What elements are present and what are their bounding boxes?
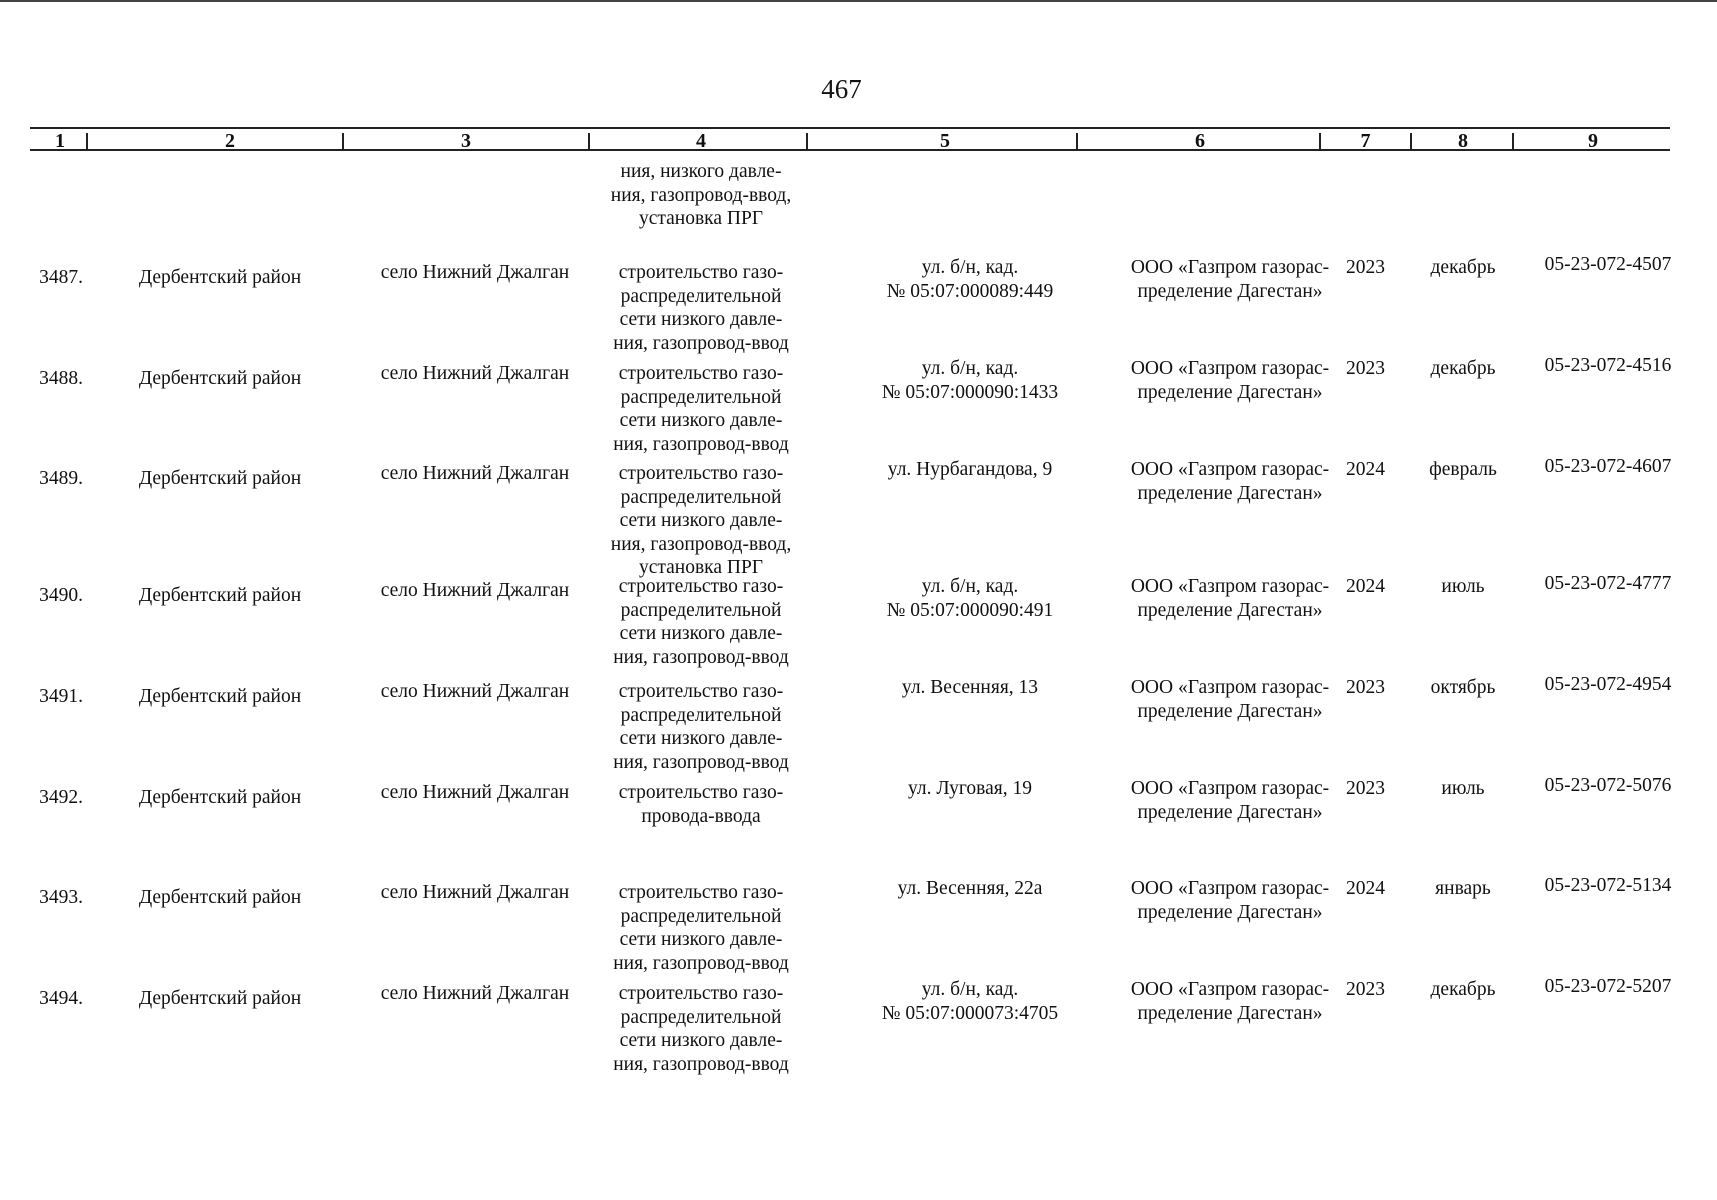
- header-separator: [1512, 133, 1514, 151]
- work-cell: строительство газо- распределительной сети низкого давле- ния, газопровод-ввод: [613, 262, 789, 354]
- address-cell: ул. Луговая, 19: [908, 778, 1032, 799]
- organization-cell: ООО «Газпром газорас- пределение Дагестан»: [1130, 878, 1330, 923]
- header-separator: [1076, 133, 1078, 151]
- row-number: 3488.: [39, 368, 83, 389]
- code-cell: 05-23-072-4777: [1544, 573, 1672, 594]
- address-cell: ул. б/н, кад. № 05:07:000073:4705: [881, 979, 1059, 1024]
- work-cell: строительство газо- распределительной сети низкого давле- ния, газопровод-ввод: [613, 983, 789, 1075]
- page-number: 467: [821, 74, 862, 104]
- year-cell: 2024: [1346, 459, 1385, 480]
- header-col-7: 7: [1360, 130, 1371, 152]
- work-cell: строительство газо- распределительной сети низкого давле- ния, газопровод-ввод, установка ПРГ: [610, 463, 792, 578]
- organization-cell: ООО «Газпром газорас- пределение Дагестан»: [1130, 257, 1330, 302]
- village-cell: село Нижний Джалган: [380, 681, 570, 702]
- village-cell: село Нижний Джалган: [380, 983, 570, 1004]
- row-number: 3489.: [39, 468, 83, 489]
- row-number: 3487.: [39, 267, 83, 288]
- village-cell: село Нижний Джалган: [380, 262, 570, 283]
- work-cell: строительство газо- распределительной сети низкого давле- ния, газопровод-ввод: [613, 681, 789, 773]
- row-number: 3491.: [39, 686, 83, 707]
- district-cell: Дербентский район: [138, 267, 302, 288]
- district-cell: Дербентский район: [138, 686, 302, 707]
- header-col-6: 6: [1195, 130, 1205, 152]
- address-cell: ул. б/н, кад. № 05:07:000090:1433: [881, 358, 1059, 403]
- district-cell: Дербентский район: [138, 787, 302, 808]
- organization-cell: ООО «Газпром газорас- пределение Дагестан»: [1130, 979, 1330, 1024]
- header-top-rule: [30, 127, 1670, 129]
- year-cell: 2023: [1346, 257, 1385, 278]
- district-cell: Дербентский район: [138, 887, 302, 908]
- code-cell: 05-23-072-5076: [1544, 775, 1672, 796]
- header-separator: [342, 133, 344, 151]
- year-cell: 2023: [1346, 358, 1385, 379]
- month-cell: февраль: [1429, 459, 1497, 480]
- village-cell: село Нижний Джалган: [380, 580, 570, 601]
- village-cell: село Нижний Джалган: [380, 882, 570, 903]
- address-cell: ул. б/н, кад. № 05:07:000089:449: [886, 257, 1054, 302]
- header-separator: [806, 133, 808, 151]
- organization-cell: ООО «Газпром газорас- пределение Дагестан»: [1130, 677, 1330, 722]
- organization-cell: ООО «Газпром газорас- пределение Дагестан»: [1130, 459, 1330, 504]
- header-col-1: 1: [55, 130, 65, 152]
- row-number: 3493.: [39, 887, 83, 908]
- row-number: 3494.: [39, 988, 83, 1009]
- header-col-9: 9: [1588, 130, 1598, 152]
- month-cell: декабрь: [1430, 358, 1496, 379]
- address-cell: ул. Весенняя, 13: [901, 677, 1039, 698]
- code-cell: 05-23-072-4516: [1544, 355, 1672, 376]
- district-cell: Дербентский район: [138, 368, 302, 389]
- year-cell: 2024: [1346, 576, 1385, 597]
- header-col-2: 2: [225, 130, 235, 152]
- month-cell: июль: [1441, 778, 1485, 799]
- row-number: 3490.: [39, 585, 83, 606]
- month-cell: январь: [1435, 878, 1491, 899]
- header-col-4: 4: [696, 130, 706, 152]
- address-cell: ул. Весенняя, 22а: [897, 878, 1043, 899]
- code-cell: 05-23-072-4607: [1544, 456, 1672, 477]
- month-cell: октябрь: [1430, 677, 1496, 698]
- header-separator: [1410, 133, 1412, 151]
- work-cell: строительство газо- распределительной сети низкого давле- ния, газопровод-ввод: [613, 363, 789, 455]
- district-cell: Дербентский район: [138, 468, 302, 489]
- organization-cell: ООО «Газпром газорас- пределение Дагестан»: [1130, 576, 1330, 621]
- header-separator: [588, 133, 590, 151]
- code-cell: 05-23-072-4954: [1544, 674, 1672, 695]
- code-cell: 05-23-072-5134: [1544, 875, 1672, 896]
- top-page-edge: [0, 0, 1717, 2]
- work-cell: строительство газо- распределительной сети низкого давле- ния, газопровод-ввод: [613, 576, 789, 668]
- header-col-8: 8: [1458, 130, 1468, 152]
- village-cell: село Нижний Джалган: [380, 363, 570, 384]
- month-cell: декабрь: [1430, 257, 1496, 278]
- month-cell: июль: [1441, 576, 1485, 597]
- year-cell: 2023: [1346, 778, 1385, 799]
- village-cell: село Нижний Джалган: [380, 782, 570, 803]
- organization-cell: ООО «Газпром газорас- пределение Дагестан»: [1130, 778, 1330, 823]
- year-cell: 2023: [1346, 979, 1385, 1000]
- code-cell: 05-23-072-4507: [1544, 254, 1672, 275]
- year-cell: 2024: [1346, 878, 1385, 899]
- district-cell: Дербентский район: [138, 988, 302, 1009]
- header-separator: [1319, 133, 1321, 151]
- year-cell: 2023: [1346, 677, 1385, 698]
- work-cell: строительство газо- провода-ввода: [618, 782, 784, 827]
- address-cell: ул. б/н, кад. № 05:07:000090:491: [886, 576, 1054, 621]
- district-cell: Дербентский район: [138, 585, 302, 606]
- header-separator: [86, 133, 88, 151]
- organization-cell: ООО «Газпром газорас- пределение Дагестан»: [1130, 358, 1330, 403]
- village-cell: село Нижний Джалган: [380, 463, 570, 484]
- continuation-work-text: ния, низкого давле- ния, газопровод-ввод, установка ПРГ: [610, 161, 792, 229]
- row-number: 3492.: [39, 787, 83, 808]
- header-col-3: 3: [461, 130, 471, 152]
- table-header: [30, 127, 1670, 163]
- code-cell: 05-23-072-5207: [1544, 976, 1672, 997]
- address-cell: ул. Нурбагандова, 9: [887, 459, 1053, 480]
- header-col-5: 5: [940, 130, 950, 152]
- work-cell: строительство газо- распределительной сети низкого давле- ния, газопровод-ввод: [613, 882, 789, 974]
- month-cell: декабрь: [1430, 979, 1496, 1000]
